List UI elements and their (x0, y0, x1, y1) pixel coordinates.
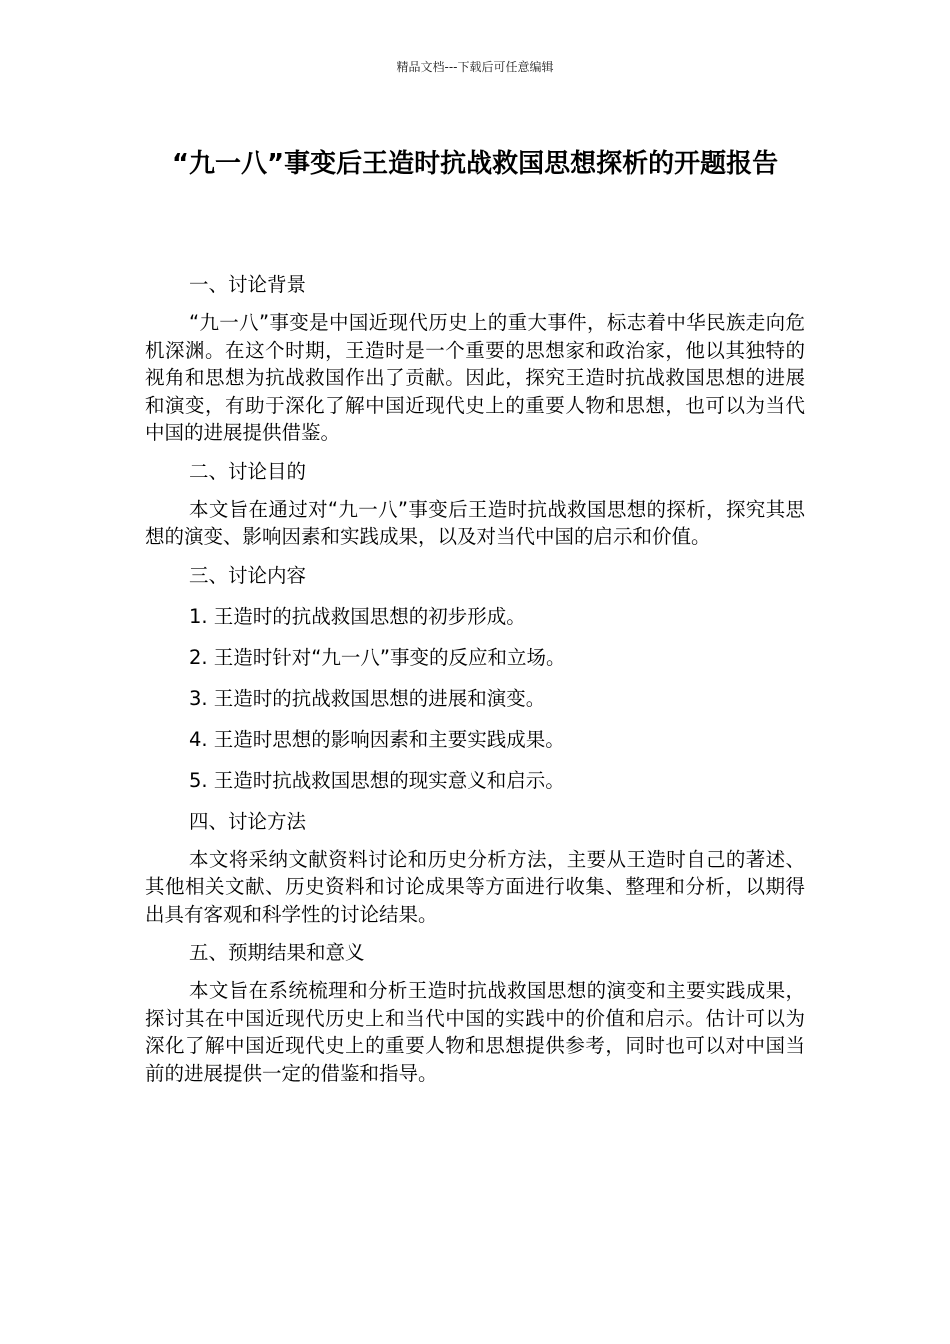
document-title: “九一八”事变后王造时抗战救国思想探析的开题报告 (171, 149, 779, 179)
section-heading-purpose: 二、讨论目的 (189, 459, 307, 483)
document-body (145, 268, 805, 1095)
content-list-item: 3. 王造时的抗战救国思想的进展和演变。 (189, 686, 546, 710)
section-heading-method: 四、讨论方法 (189, 809, 307, 833)
section-heading-background: 一、讨论背景 (189, 273, 307, 296)
section-paragraph-expected-results: 本文旨在系统梳理和分析王造时抗战救国思想的演变和主要实践成果，探讨其在中国近现代历史上和当代中国的实践中的价值和启示。估计可以为深化了解中国近现代史上的重要人物和思想提供参考，同时也可以对中国当前的进展提供一定的借鉴和指导。 (145, 979, 805, 1085)
section-heading-content: 三、讨论内容 (189, 563, 307, 587)
section-paragraph-background: “九一八”事变是中国近现代历史上的重大事件，标志着中华民族走向危机深渊。在这个时期，王造时是一个重要的思想家和政治家，他以其独特的视角和思想为抗战救国作出了贡献。因此，探究王造时抗战救国思想的进展和演变，有助于深化了解中国近现代史上的重要人物和思想，也可以为当代中国的进展提供借鉴。 (145, 311, 805, 444)
content-list-item: 2. 王造时针对“九一八”事变的反应和立场。 (189, 645, 566, 669)
content-list-item: 4. 王造时思想的影响因素和主要实践成果。 (189, 727, 565, 751)
section-paragraph-purpose: 本文旨在通过对“九一八”事变后王造时抗战救国思想的探析，探究其思想的演变、影响因素和实践成果，以及对当代中国的启示和价值。 (145, 497, 805, 548)
section-heading-expected-results: 五、预期结果和意义 (189, 941, 365, 964)
content-list-item: 5. 王造时抗战救国思想的现实意义和启示。 (189, 768, 565, 792)
content-list-item: 1. 王造时的抗战救国思想的初步形成。 (189, 604, 526, 628)
header-note: 精品文档---下载后可任意编辑 (396, 60, 554, 74)
section-paragraph-method: 本文将采纳文献资料讨论和历史分析方法，主要从王造时自己的著述、其他相关文献、历史资料和讨论成果等方面进行收集、整理和分析，以期得出具有客观和科学性的讨论结果。 (145, 847, 805, 926)
